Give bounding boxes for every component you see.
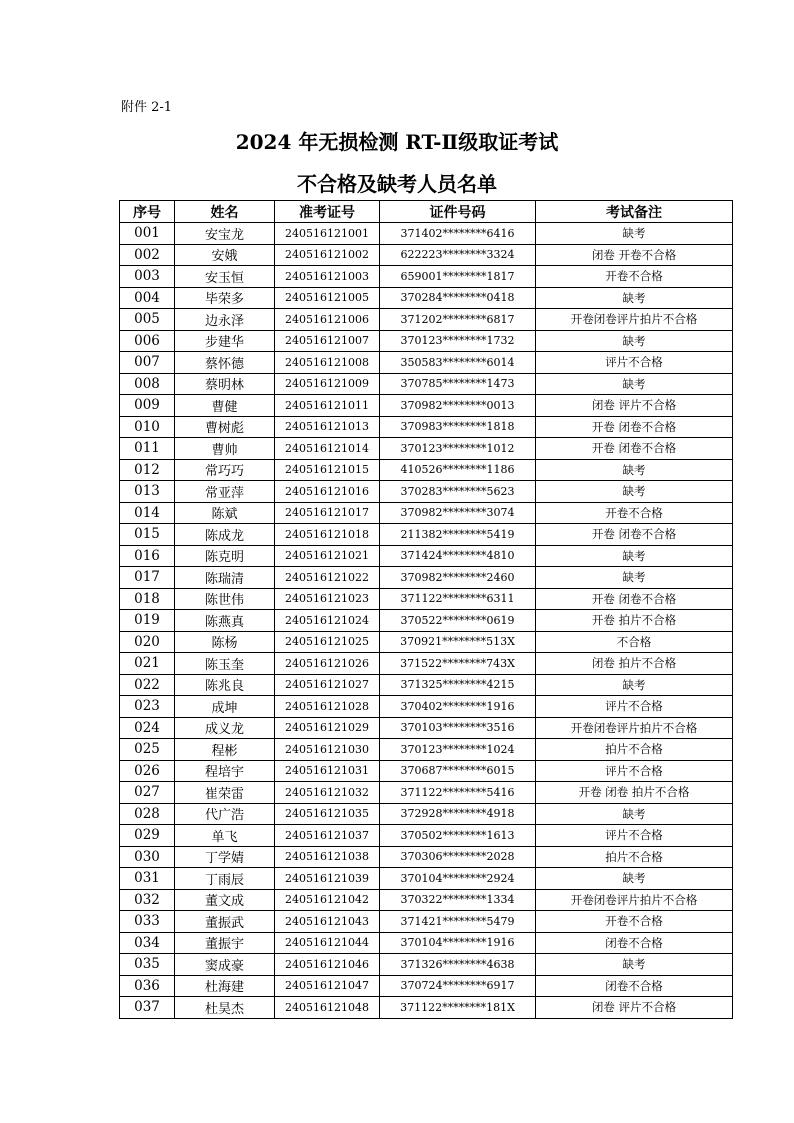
document-subtitle: 不合格及缺考人员名单	[297, 172, 497, 196]
admission-number-cell: 240516121048	[275, 997, 380, 1019]
table-row	[120, 631, 733, 653]
id-number-cell: 622223********3324	[380, 244, 536, 266]
id-number-cell: 370283********5623	[380, 481, 536, 503]
table-row	[120, 309, 733, 331]
table-row	[120, 287, 733, 309]
remark-cell: 开卷 闭卷不合格	[536, 416, 733, 438]
admission-number-cell: 240516121002	[275, 244, 380, 266]
id-number-cell: 370123********1012	[380, 438, 536, 460]
name-cell: 陈杨	[175, 631, 275, 653]
index-cell: 023	[120, 696, 175, 718]
index-cell: 018	[120, 588, 175, 610]
index-cell: 001	[120, 223, 175, 245]
remark-cell: 评片不合格	[536, 825, 733, 847]
table-row	[120, 610, 733, 632]
table-row	[120, 954, 733, 976]
table-body	[120, 223, 733, 1019]
name-cell: 陈兆良	[175, 674, 275, 696]
id-number-cell: 371122********6311	[380, 588, 536, 610]
remark-cell: 评片不合格	[536, 696, 733, 718]
id-number-cell: 371326********4638	[380, 954, 536, 976]
table-row	[120, 373, 733, 395]
table-row	[120, 825, 733, 847]
id-number-cell: 370502********1613	[380, 825, 536, 847]
admission-number-cell: 240516121013	[275, 416, 380, 438]
remark-cell: 缺考	[536, 481, 733, 503]
remark-cell: 评片不合格	[536, 352, 733, 374]
remark-cell: 开卷闭卷评片拍片不合格	[536, 889, 733, 911]
name-cell: 成义龙	[175, 717, 275, 739]
remark-cell: 缺考	[536, 373, 733, 395]
table-row	[120, 997, 733, 1019]
id-number-cell: 350583********6014	[380, 352, 536, 374]
id-number-cell: 659001********1817	[380, 266, 536, 288]
table-row	[120, 567, 733, 589]
remark-cell: 开卷 闭卷不合格	[536, 524, 733, 546]
index-cell: 024	[120, 717, 175, 739]
index-cell: 036	[120, 975, 175, 997]
id-number-cell: 371202********6817	[380, 309, 536, 331]
name-cell: 安玉恒	[175, 266, 275, 288]
index-cell: 017	[120, 567, 175, 589]
name-cell: 蔡明林	[175, 373, 275, 395]
id-number-cell: 370982********2460	[380, 567, 536, 589]
name-cell: 常亚萍	[175, 481, 275, 503]
index-cell: 026	[120, 760, 175, 782]
admission-number-cell: 240516121007	[275, 330, 380, 352]
remark-cell: 缺考	[536, 803, 733, 825]
admission-number-cell: 240516121031	[275, 760, 380, 782]
header-id-number: 证件号码	[380, 201, 536, 223]
admission-number-cell: 240516121039	[275, 868, 380, 890]
index-cell: 033	[120, 911, 175, 933]
failed-absent-table	[119, 200, 733, 1019]
index-cell: 013	[120, 481, 175, 503]
remark-cell: 开卷 闭卷不合格	[536, 438, 733, 460]
admission-number-cell: 240516121026	[275, 653, 380, 675]
table-row	[120, 932, 733, 954]
remark-cell: 开卷不合格	[536, 502, 733, 524]
id-number-cell: 370104********1916	[380, 932, 536, 954]
table-row	[120, 545, 733, 567]
admission-number-cell: 240516121018	[275, 524, 380, 546]
table-row	[120, 223, 733, 245]
admission-number-cell: 240516121032	[275, 782, 380, 804]
name-cell: 边永泽	[175, 309, 275, 331]
name-cell: 曹健	[175, 395, 275, 417]
name-cell: 单飞	[175, 825, 275, 847]
name-cell: 安宝龙	[175, 223, 275, 245]
id-number-cell: 371421********5479	[380, 911, 536, 933]
remark-cell: 开卷闭卷评片拍片不合格	[536, 717, 733, 739]
index-cell: 029	[120, 825, 175, 847]
remark-cell: 闭卷 评片不合格	[536, 395, 733, 417]
remark-cell: 开卷 闭卷不合格	[536, 588, 733, 610]
id-number-cell: 370284********0418	[380, 287, 536, 309]
table-row	[120, 739, 733, 761]
header-name: 姓名	[175, 201, 275, 223]
index-cell: 020	[120, 631, 175, 653]
table-row	[120, 330, 733, 352]
id-number-cell: 370724********6917	[380, 975, 536, 997]
table-row	[120, 868, 733, 890]
table-row	[120, 889, 733, 911]
table-row	[120, 352, 733, 374]
remark-cell: 闭卷不合格	[536, 932, 733, 954]
index-cell: 031	[120, 868, 175, 890]
id-number-cell: 370687********6015	[380, 760, 536, 782]
remark-cell: 开卷不合格	[536, 911, 733, 933]
id-number-cell: 370402********1916	[380, 696, 536, 718]
remark-cell: 不合格	[536, 631, 733, 653]
index-cell: 027	[120, 782, 175, 804]
index-cell: 015	[120, 524, 175, 546]
table-row	[120, 975, 733, 997]
index-cell: 005	[120, 309, 175, 331]
id-number-cell: 370123********1732	[380, 330, 536, 352]
name-cell: 毕荣多	[175, 287, 275, 309]
admission-number-cell: 240516121044	[275, 932, 380, 954]
id-number-cell: 370103********3516	[380, 717, 536, 739]
table-row	[120, 416, 733, 438]
name-cell: 丁雨辰	[175, 868, 275, 890]
remark-cell: 缺考	[536, 567, 733, 589]
remark-cell: 缺考	[536, 459, 733, 481]
table-row	[120, 481, 733, 503]
remark-cell: 闭卷 评片不合格	[536, 997, 733, 1019]
table-row	[120, 588, 733, 610]
name-cell: 丁学婧	[175, 846, 275, 868]
remark-cell: 拍片不合格	[536, 739, 733, 761]
remark-cell: 缺考	[536, 868, 733, 890]
remark-cell: 闭卷 开卷不合格	[536, 244, 733, 266]
table-row	[120, 846, 733, 868]
admission-number-cell: 240516121038	[275, 846, 380, 868]
remark-cell: 缺考	[536, 545, 733, 567]
admission-number-cell: 240516121005	[275, 287, 380, 309]
name-cell: 杜海建	[175, 975, 275, 997]
admission-number-cell: 240516121022	[275, 567, 380, 589]
remark-cell: 缺考	[536, 223, 733, 245]
header-admission-number: 准考证号	[275, 201, 380, 223]
index-cell: 008	[120, 373, 175, 395]
admission-number-cell: 240516121016	[275, 481, 380, 503]
attachment-label: 附件 2-1	[121, 100, 173, 115]
index-cell: 032	[120, 889, 175, 911]
admission-number-cell: 240516121025	[275, 631, 380, 653]
name-cell: 安娥	[175, 244, 275, 266]
remark-cell: 开卷闭卷评片拍片不合格	[536, 309, 733, 331]
name-cell: 陈世伟	[175, 588, 275, 610]
index-cell: 007	[120, 352, 175, 374]
remark-cell: 开卷 闭卷 拍片不合格	[536, 782, 733, 804]
table-row	[120, 459, 733, 481]
admission-number-cell: 240516121037	[275, 825, 380, 847]
name-cell: 董振武	[175, 911, 275, 933]
admission-number-cell: 240516121035	[275, 803, 380, 825]
admission-number-cell: 240516121009	[275, 373, 380, 395]
index-cell: 030	[120, 846, 175, 868]
index-cell: 021	[120, 653, 175, 675]
table-row	[120, 395, 733, 417]
table-row	[120, 244, 733, 266]
table-row	[120, 266, 733, 288]
index-cell: 006	[120, 330, 175, 352]
index-cell: 035	[120, 954, 175, 976]
admission-number-cell: 240516121027	[275, 674, 380, 696]
name-cell: 曹树彪	[175, 416, 275, 438]
admission-number-cell: 240516121011	[275, 395, 380, 417]
index-cell: 022	[120, 674, 175, 696]
index-cell: 025	[120, 739, 175, 761]
name-cell: 陈斌	[175, 502, 275, 524]
admission-number-cell: 240516121006	[275, 309, 380, 331]
admission-number-cell: 240516121015	[275, 459, 380, 481]
name-cell: 杜昊杰	[175, 997, 275, 1019]
admission-number-cell: 240516121046	[275, 954, 380, 976]
index-cell: 003	[120, 266, 175, 288]
id-number-cell: 370921********513X	[380, 631, 536, 653]
id-number-cell: 372928********4918	[380, 803, 536, 825]
name-cell: 曹帅	[175, 438, 275, 460]
admission-number-cell: 240516121024	[275, 610, 380, 632]
id-number-cell: 370785********1473	[380, 373, 536, 395]
index-cell: 012	[120, 459, 175, 481]
remark-cell: 缺考	[536, 674, 733, 696]
admission-number-cell: 240516121014	[275, 438, 380, 460]
admission-number-cell: 240516121047	[275, 975, 380, 997]
table-row	[120, 502, 733, 524]
id-number-cell: 371522********743X	[380, 653, 536, 675]
remark-cell: 闭卷 拍片不合格	[536, 653, 733, 675]
remark-cell: 评片不合格	[536, 760, 733, 782]
index-cell: 010	[120, 416, 175, 438]
name-cell: 程彬	[175, 739, 275, 761]
table-row	[120, 760, 733, 782]
id-number-cell: 410526********1186	[380, 459, 536, 481]
id-number-cell: 371402********6416	[380, 223, 536, 245]
header-remark: 考试备注	[536, 201, 733, 223]
name-cell: 陈玉奎	[175, 653, 275, 675]
id-number-cell: 371122********181X	[380, 997, 536, 1019]
name-cell: 董文成	[175, 889, 275, 911]
id-number-cell: 371424********4810	[380, 545, 536, 567]
admission-number-cell: 240516121028	[275, 696, 380, 718]
id-number-cell: 370983********1818	[380, 416, 536, 438]
remark-cell: 闭卷不合格	[536, 975, 733, 997]
name-cell: 陈燕真	[175, 610, 275, 632]
admission-number-cell: 240516121042	[275, 889, 380, 911]
table-row	[120, 524, 733, 546]
name-cell: 程培宇	[175, 760, 275, 782]
name-cell: 步建华	[175, 330, 275, 352]
index-cell: 002	[120, 244, 175, 266]
remark-cell: 缺考	[536, 330, 733, 352]
index-cell: 004	[120, 287, 175, 309]
index-cell: 009	[120, 395, 175, 417]
id-number-cell: 370982********3074	[380, 502, 536, 524]
admission-number-cell: 240516121003	[275, 266, 380, 288]
admission-number-cell: 240516121030	[275, 739, 380, 761]
table-row	[120, 782, 733, 804]
remark-cell: 缺考	[536, 287, 733, 309]
name-cell: 蔡怀德	[175, 352, 275, 374]
id-number-cell: 370104********2924	[380, 868, 536, 890]
id-number-cell: 370123********1024	[380, 739, 536, 761]
index-cell: 019	[120, 610, 175, 632]
name-cell: 窦成豪	[175, 954, 275, 976]
name-cell: 陈成龙	[175, 524, 275, 546]
id-number-cell: 211382********5419	[380, 524, 536, 546]
id-number-cell: 370982********0013	[380, 395, 536, 417]
name-cell: 崔荣雷	[175, 782, 275, 804]
admission-number-cell: 240516121029	[275, 717, 380, 739]
remark-cell: 拍片不合格	[536, 846, 733, 868]
admission-number-cell: 240516121017	[275, 502, 380, 524]
name-cell: 董振宇	[175, 932, 275, 954]
table-row	[120, 653, 733, 675]
id-number-cell: 371325********4215	[380, 674, 536, 696]
id-number-cell: 370322********1334	[380, 889, 536, 911]
admission-number-cell: 240516121001	[275, 223, 380, 245]
document-title: 2024 年无损检测 RT-Ⅱ级取证考试	[235, 130, 559, 154]
index-cell: 034	[120, 932, 175, 954]
name-cell: 常巧巧	[175, 459, 275, 481]
remark-cell: 开卷 拍片不合格	[536, 610, 733, 632]
table-row	[120, 696, 733, 718]
admission-number-cell: 240516121043	[275, 911, 380, 933]
name-cell: 陈瑞清	[175, 567, 275, 589]
admission-number-cell: 240516121008	[275, 352, 380, 374]
table-row	[120, 438, 733, 460]
index-cell: 028	[120, 803, 175, 825]
index-cell: 014	[120, 502, 175, 524]
name-cell: 成坤	[175, 696, 275, 718]
admission-number-cell: 240516121023	[275, 588, 380, 610]
index-cell: 037	[120, 997, 175, 1019]
admission-number-cell: 240516121021	[275, 545, 380, 567]
index-cell: 016	[120, 545, 175, 567]
remark-cell: 开卷不合格	[536, 266, 733, 288]
index-cell: 011	[120, 438, 175, 460]
table-row	[120, 674, 733, 696]
id-number-cell: 370522********0619	[380, 610, 536, 632]
name-cell: 代广浩	[175, 803, 275, 825]
table-row	[120, 911, 733, 933]
id-number-cell: 370306********2028	[380, 846, 536, 868]
table-row	[120, 717, 733, 739]
table-row	[120, 803, 733, 825]
id-number-cell: 371122********5416	[380, 782, 536, 804]
header-index: 序号	[120, 201, 175, 223]
table-header-row	[120, 201, 733, 223]
name-cell: 陈克明	[175, 545, 275, 567]
remark-cell: 缺考	[536, 954, 733, 976]
